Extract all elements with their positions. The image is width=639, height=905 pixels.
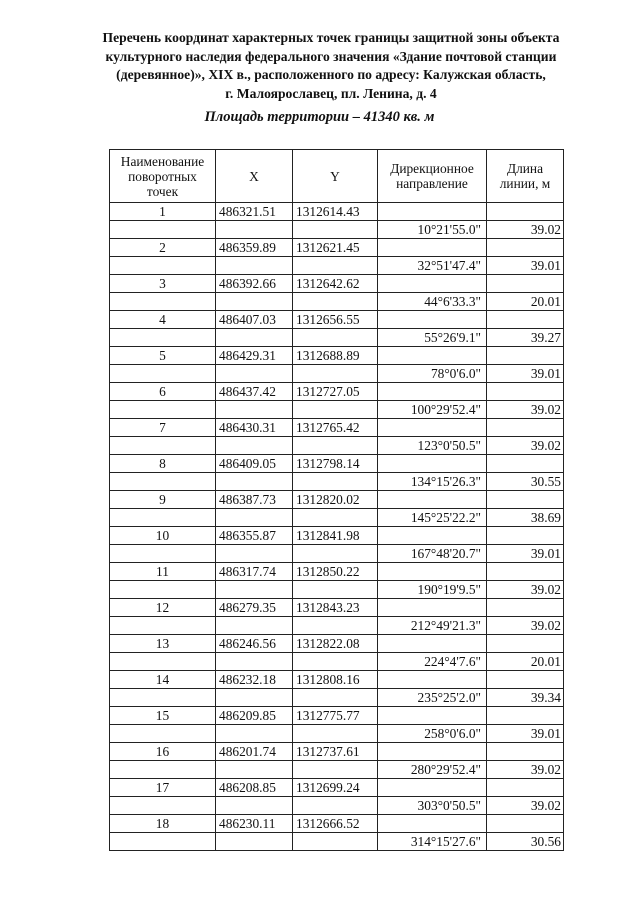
table-row-segment: [110, 257, 564, 275]
point-x: 486209.85: [216, 707, 293, 725]
segment-direction: 10°21'55.0": [378, 221, 487, 239]
empty-cell: [293, 437, 378, 455]
segment-length: 30.56: [487, 833, 564, 851]
table-row-point: [110, 455, 564, 473]
empty-cell: [216, 761, 293, 779]
point-x: 486392.66: [216, 275, 293, 293]
table-row-point: [110, 599, 564, 617]
point-y: 1312808.16: [293, 671, 378, 689]
segment-length: 39.01: [487, 365, 564, 383]
point-number: 5: [110, 347, 216, 365]
empty-cell: [110, 545, 216, 563]
empty-cell: [216, 257, 293, 275]
empty-cell: [293, 365, 378, 383]
empty-cell: [487, 383, 564, 401]
table-row-segment: [110, 509, 564, 527]
header-point: Наименование поворотных точек: [110, 150, 216, 203]
empty-cell: [110, 329, 216, 347]
table-row-segment: [110, 653, 564, 671]
table-row-point: [110, 239, 564, 257]
empty-cell: [293, 221, 378, 239]
point-x: 486232.18: [216, 671, 293, 689]
title-line: культурного наследия федерального значения «Здание почтовой станции: [105, 48, 557, 64]
segment-length: 39.02: [487, 437, 564, 455]
empty-cell: [216, 653, 293, 671]
empty-cell: [293, 617, 378, 635]
empty-cell: [487, 563, 564, 581]
segment-length: 39.01: [487, 257, 564, 275]
point-number: 17: [110, 779, 216, 797]
point-y: 1312850.22: [293, 563, 378, 581]
empty-cell: [293, 509, 378, 527]
point-y: 1312822.08: [293, 635, 378, 653]
table-row-segment: [110, 329, 564, 347]
point-x: 486437.42: [216, 383, 293, 401]
segment-length: 39.27: [487, 329, 564, 347]
point-number: 4: [110, 311, 216, 329]
segment-direction: 55°26'9.1": [378, 329, 487, 347]
point-number: 8: [110, 455, 216, 473]
empty-cell: [487, 707, 564, 725]
empty-cell: [293, 581, 378, 599]
empty-cell: [216, 365, 293, 383]
empty-cell: [216, 473, 293, 491]
empty-cell: [110, 581, 216, 599]
segment-direction: 280°29'52.4": [378, 761, 487, 779]
table-row-segment: [110, 437, 564, 455]
empty-cell: [378, 743, 487, 761]
table-row-segment: [110, 473, 564, 491]
empty-cell: [110, 365, 216, 383]
empty-cell: [378, 779, 487, 797]
table-row-point: [110, 347, 564, 365]
point-y: 1312841.98: [293, 527, 378, 545]
point-number: 1: [110, 203, 216, 221]
empty-cell: [378, 203, 487, 221]
empty-cell: [378, 635, 487, 653]
segment-length: 39.34: [487, 689, 564, 707]
title-line: (деревянное)», XIX в., расположенного по адресу: Калужская область,: [116, 67, 546, 82]
segment-direction: 212°49'21.3": [378, 617, 487, 635]
table-row-point: [110, 491, 564, 509]
point-y: 1312642.62: [293, 275, 378, 293]
empty-cell: [216, 293, 293, 311]
segment-direction: 100°29'52.4": [378, 401, 487, 419]
empty-cell: [216, 581, 293, 599]
empty-cell: [216, 329, 293, 347]
point-x: 486208.85: [216, 779, 293, 797]
empty-cell: [110, 473, 216, 491]
point-x: 486230.11: [216, 815, 293, 833]
empty-cell: [293, 761, 378, 779]
point-y: 1312688.89: [293, 347, 378, 365]
empty-cell: [293, 293, 378, 311]
point-number: 6: [110, 383, 216, 401]
empty-cell: [216, 221, 293, 239]
table-row-point: [110, 815, 564, 833]
empty-cell: [110, 509, 216, 527]
segment-length: 39.01: [487, 725, 564, 743]
point-x: 486201.74: [216, 743, 293, 761]
coordinates-table: [109, 149, 564, 851]
point-x: 486409.05: [216, 455, 293, 473]
segment-length: 20.01: [487, 293, 564, 311]
empty-cell: [378, 815, 487, 833]
table-row-segment: [110, 617, 564, 635]
empty-cell: [487, 275, 564, 293]
table-header-row: [110, 150, 564, 203]
point-number: 13: [110, 635, 216, 653]
segment-length: 38.69: [487, 509, 564, 527]
empty-cell: [216, 437, 293, 455]
segment-direction: 123°0'50.5": [378, 437, 487, 455]
table-row-point: [110, 779, 564, 797]
point-number: 11: [110, 563, 216, 581]
point-y: 1312820.02: [293, 491, 378, 509]
segment-length: 39.02: [487, 221, 564, 239]
empty-cell: [293, 833, 378, 851]
table-row-segment: [110, 581, 564, 599]
point-number: 3: [110, 275, 216, 293]
header-direction: Дирекционное направление: [378, 150, 487, 203]
table-row-point: [110, 563, 564, 581]
point-x: 486429.31: [216, 347, 293, 365]
header-y: Y: [293, 150, 378, 203]
table-row-segment: [110, 401, 564, 419]
point-y: 1312843.23: [293, 599, 378, 617]
empty-cell: [378, 311, 487, 329]
empty-cell: [487, 599, 564, 617]
empty-cell: [378, 707, 487, 725]
point-y: 1312765.42: [293, 419, 378, 437]
document-title: [60, 29, 602, 103]
table-row-segment: [110, 221, 564, 239]
table-row-segment: [110, 545, 564, 563]
point-number: 15: [110, 707, 216, 725]
empty-cell: [110, 689, 216, 707]
empty-cell: [487, 203, 564, 221]
point-number: 10: [110, 527, 216, 545]
point-y: 1312666.52: [293, 815, 378, 833]
segment-direction: 258°0'6.0": [378, 725, 487, 743]
empty-cell: [487, 347, 564, 365]
empty-cell: [216, 509, 293, 527]
empty-cell: [216, 725, 293, 743]
header-length: Длина линии, м: [487, 150, 564, 203]
table-row-point: [110, 311, 564, 329]
point-x: 486387.73: [216, 491, 293, 509]
table-row-point: [110, 743, 564, 761]
point-x: 486321.51: [216, 203, 293, 221]
empty-cell: [487, 311, 564, 329]
table-row-point: [110, 707, 564, 725]
empty-cell: [487, 743, 564, 761]
segment-length: 39.02: [487, 797, 564, 815]
point-y: 1312798.14: [293, 455, 378, 473]
point-y: 1312775.77: [293, 707, 378, 725]
segment-direction: 44°6'33.3": [378, 293, 487, 311]
empty-cell: [487, 635, 564, 653]
empty-cell: [293, 257, 378, 275]
empty-cell: [378, 527, 487, 545]
empty-cell: [378, 383, 487, 401]
empty-cell: [216, 545, 293, 563]
segment-direction: 145°25'22.2": [378, 509, 487, 527]
empty-cell: [293, 653, 378, 671]
segment-length: 39.02: [487, 761, 564, 779]
empty-cell: [293, 689, 378, 707]
empty-cell: [216, 797, 293, 815]
table-row-point: [110, 635, 564, 653]
title-line: г. Малоярославец, пл. Ленина, д. 4: [225, 85, 437, 101]
point-y: 1312699.24: [293, 779, 378, 797]
empty-cell: [378, 455, 487, 473]
point-x: 486317.74: [216, 563, 293, 581]
empty-cell: [110, 401, 216, 419]
table-row-segment: [110, 797, 564, 815]
table-row-point: [110, 419, 564, 437]
point-x: 486246.56: [216, 635, 293, 653]
empty-cell: [110, 797, 216, 815]
empty-cell: [110, 293, 216, 311]
segment-direction: 303°0'50.5": [378, 797, 487, 815]
header-x: X: [216, 150, 293, 203]
segment-length: 39.01: [487, 545, 564, 563]
table-row-point: [110, 275, 564, 293]
segment-direction: 314°15'27.6": [378, 833, 487, 851]
segment-direction: 235°25'2.0": [378, 689, 487, 707]
empty-cell: [293, 545, 378, 563]
point-y: 1312737.61: [293, 743, 378, 761]
segment-direction: 32°51'47.4": [378, 257, 487, 275]
empty-cell: [216, 617, 293, 635]
empty-cell: [293, 725, 378, 743]
empty-cell: [487, 491, 564, 509]
empty-cell: [110, 221, 216, 239]
empty-cell: [378, 491, 487, 509]
table-body: [110, 203, 564, 851]
point-y: 1312614.43: [293, 203, 378, 221]
empty-cell: [293, 797, 378, 815]
empty-cell: [487, 239, 564, 257]
point-x: 486355.87: [216, 527, 293, 545]
point-x: 486407.03: [216, 311, 293, 329]
empty-cell: [110, 437, 216, 455]
empty-cell: [378, 671, 487, 689]
area-line: Площадь территории – 41340 кв. м: [204, 109, 435, 125]
empty-cell: [110, 761, 216, 779]
point-number: 16: [110, 743, 216, 761]
empty-cell: [487, 779, 564, 797]
empty-cell: [487, 455, 564, 473]
empty-cell: [293, 473, 378, 491]
point-x: 486430.31: [216, 419, 293, 437]
point-y: 1312727.05: [293, 383, 378, 401]
table-row-point: [110, 203, 564, 221]
table-row-point: [110, 671, 564, 689]
empty-cell: [293, 401, 378, 419]
empty-cell: [378, 347, 487, 365]
point-x: 486279.35: [216, 599, 293, 617]
title-line: Перечень координат характерных точек границы защитной зоны объекта: [102, 30, 560, 45]
segment-length: 39.02: [487, 401, 564, 419]
empty-cell: [487, 671, 564, 689]
empty-cell: [110, 725, 216, 743]
empty-cell: [378, 419, 487, 437]
empty-cell: [110, 653, 216, 671]
empty-cell: [110, 257, 216, 275]
point-y: 1312656.55: [293, 311, 378, 329]
empty-cell: [378, 275, 487, 293]
table-row-segment: [110, 761, 564, 779]
empty-cell: [110, 617, 216, 635]
point-number: 7: [110, 419, 216, 437]
segment-length: 39.02: [487, 617, 564, 635]
empty-cell: [216, 401, 293, 419]
segment-direction: 224°4'7.6": [378, 653, 487, 671]
empty-cell: [487, 815, 564, 833]
point-number: 2: [110, 239, 216, 257]
table-row-segment: [110, 365, 564, 383]
table-row-point: [110, 527, 564, 545]
point-number: 9: [110, 491, 216, 509]
empty-cell: [216, 833, 293, 851]
segment-length: 30.55: [487, 473, 564, 491]
point-x: 486359.89: [216, 239, 293, 257]
segment-direction: 167°48'20.7": [378, 545, 487, 563]
point-number: 12: [110, 599, 216, 617]
empty-cell: [378, 239, 487, 257]
empty-cell: [378, 599, 487, 617]
empty-cell: [110, 833, 216, 851]
empty-cell: [487, 419, 564, 437]
point-number: 18: [110, 815, 216, 833]
segment-length: 20.01: [487, 653, 564, 671]
table-row-segment: [110, 293, 564, 311]
empty-cell: [293, 329, 378, 347]
empty-cell: [216, 689, 293, 707]
table-row-segment: [110, 725, 564, 743]
segment-direction: 78°0'6.0": [378, 365, 487, 383]
segment-direction: 134°15'26.3": [378, 473, 487, 491]
empty-cell: [378, 563, 487, 581]
point-y: 1312621.45: [293, 239, 378, 257]
segment-direction: 190°19'9.5": [378, 581, 487, 599]
table-row-segment: [110, 689, 564, 707]
point-number: 14: [110, 671, 216, 689]
empty-cell: [487, 527, 564, 545]
table-row-segment: [110, 833, 564, 851]
table-row-point: [110, 383, 564, 401]
segment-length: 39.02: [487, 581, 564, 599]
